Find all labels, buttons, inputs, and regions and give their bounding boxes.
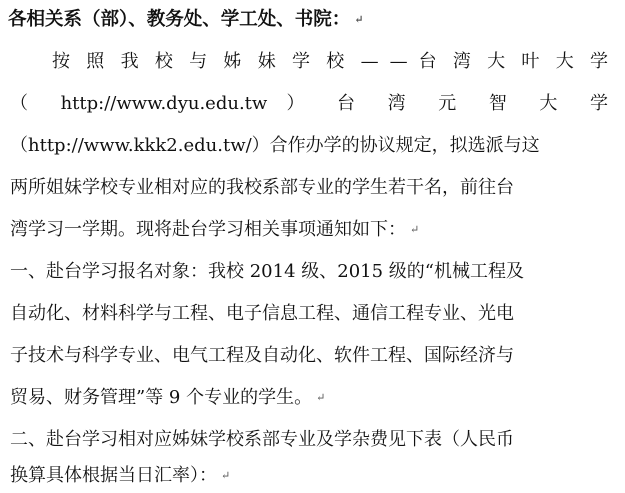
- body-text-3: （http://www.kkk2.edu.tw/）合作办学的协议规定，拟选派与这: [10, 135, 540, 156]
- body-line-3: [10, 134, 610, 158]
- body-text-1: 按 照 我 校 与 姊 妹 学 校 — — 台 湾 大 叶 大 学: [52, 51, 608, 72]
- paragraph-mark-icon: ↵: [316, 391, 326, 404]
- salutation-line: [8, 8, 618, 32]
- body-text-11: 换算具体根据当日汇率）：: [10, 465, 217, 486]
- body-line-1: [52, 50, 608, 74]
- body-line-7: [10, 302, 620, 326]
- body-text-6: 一、赴台学习报名对象：我校 2014 级、2015 级的“机械工程及: [10, 261, 524, 282]
- paragraph-mark-icon: ↵: [354, 13, 364, 26]
- body-line-4: [10, 176, 610, 200]
- body-text-10: 二、赴台学习相对应姊妹学校系部专业及学杂费见下表（人民币: [10, 429, 514, 450]
- paragraph-mark-icon: ↵: [221, 469, 231, 482]
- body-line-5: [10, 218, 620, 242]
- salutation-text: 各相关系（部）、教务处、学工处、书院：: [8, 9, 351, 30]
- body-text-2: （ http://www.dyu.edu.tw ） 台 湾 元 智 大 学: [10, 93, 608, 114]
- body-text-5: 湾学习一学期。现将赴台学习相关事项通知如下：: [10, 219, 406, 240]
- body-text-7: 自动化、材料科学与工程、电子信息工程、通信工程专业、光电: [10, 303, 514, 324]
- body-line-8: [10, 344, 620, 368]
- body-line-11: [10, 464, 620, 488]
- paragraph-mark-icon: ↵: [410, 223, 420, 236]
- body-text-9: 贸易、财务管理”等 9 个专业的学生。: [10, 387, 313, 408]
- body-line-10: [10, 428, 620, 452]
- body-text-8: 子技术与科学专业、电气工程及自动化、软件工程、国际经济与: [10, 345, 514, 366]
- body-text-4: 两所姐妹学校专业相对应的我校系部专业的学生若干名，前往台: [10, 177, 514, 198]
- body-line-2: [10, 92, 608, 116]
- body-line-9: [10, 386, 620, 410]
- body-line-6: [10, 260, 620, 284]
